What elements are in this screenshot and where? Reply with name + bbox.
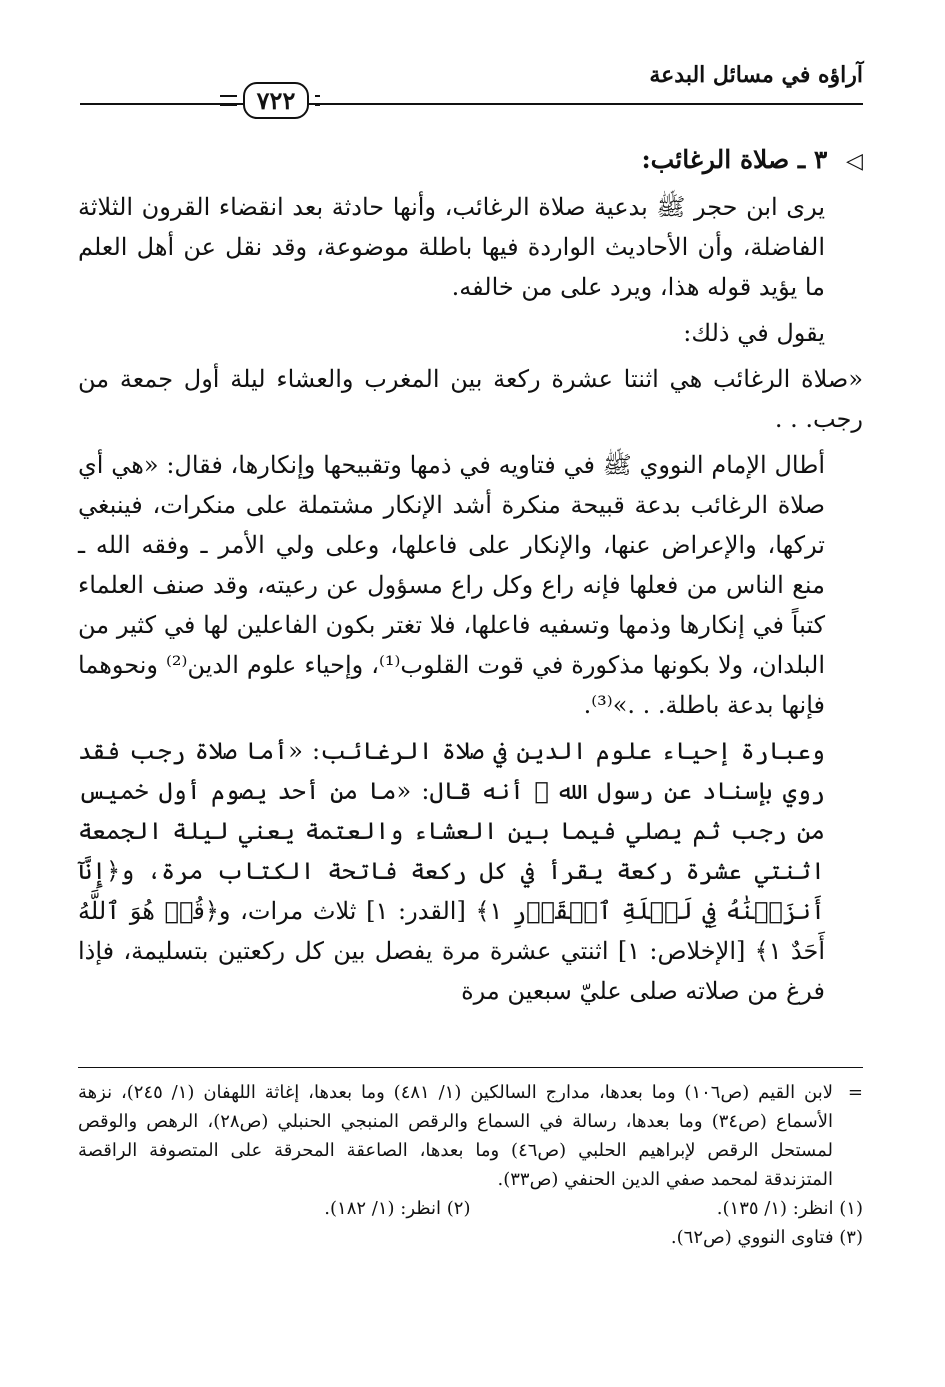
paragraph-4: أطال الإمام النووي ﷺ في فتاويه في ذمها وتقبيحها وإنكارها، فقال: «هي أي صلاة الرغائب بدعة قبيحة منكرة أشد الإنكار مشتملة على منكرات، فينبغي تركها، والإعراض عنها، والإنكار على فاعلها، وعلى ولي الأمر ـ وفقه الله ـ منع الناس من فعلها فإنه راع وكل راع مسؤول عن رعيته، وقد صنف العلماء كتباً في إنكارها وذمها وتسفيه فاعلها، فلا تغتر بكون الفاعلين لها في كثير من البلدان، ولا بكونها مذكورة في قوت القلوب⁽¹⁾، وإحياء علوم الدين⁽²⁾ ونحوهما فإنها بدعة باطلة. . .»⁽³⁾. <box>78 451 826 719</box>
main-text <box>78 140 863 1017</box>
footnote-continuation <box>78 1078 863 1194</box>
page-number-ornament <box>0 80 320 120</box>
paragraph-1: يرى ابن حجر ﷺ بدعية صلاة الرغائب، وأنها حادثة بعد انقضاء القرون الثلاثة الفاضلة، وأن الأحاديث الواردة فيها باطلة موضوعة، وقد نقل عن أهل العلم ما يؤيد قوله هذا، ويرد على من خالفه. <box>78 193 825 301</box>
footnote-separator <box>78 1067 863 1068</box>
footnotes <box>78 1078 863 1252</box>
footnote-continuation-text: لابن القيم (ص١٠٦) وما بعدها، مدارج السالكين (١/ ٤٨١) وما بعدها، إغاثة اللهفان (١/ ٢٤٥)، نزهة الأسماع (ص٣٤) وما بعدها، رسالة في السماع والرقص المنبجي الحنبلي (ص٢٨)، الرهص والوقص لمستحل الرقص لإبراهيم الحلبي (ص٤٦) وما بعدها، الصاعقة المحرقة على المتصوفة الراقصة المتزندقة لمحمد صفي الدين الحنفي (ص٣٣). <box>78 1082 833 1190</box>
ornament-line-right <box>315 95 320 106</box>
paragraph-5: وعبارة إحياء علوم الدين في صلاة الرغائب: «أما صلاة رجب فقد روي بإسناد عن رسول الله ﷺ أنه قال: «ما من أحد يصوم أول خميس من رجب ثم يصلي فيما بين العشاء والعتمة يعني ليلة الجمعة اثنتي عشرة ركعة يقرأ في كل ركعة فاتحة الكتاب مرة، و﴿إِنَّآ أَنزَلۡنَٰهُ فِي لَيۡلَةِ ٱلۡقَدۡرِ ١﴾ [القدر: ١] ثلاث مرات، و﴿قُلۡ هُوَ ٱللَّهُ أَحَدٌ ١﴾ [الإخلاص: ١] اثنتي عشرة مرة يفصل بين كل ركعتين بتسليمة، فإذا فرغ من صلاته صلى عليّ سبعين مرة <box>78 737 826 1005</box>
footnote-1: (١) انظر: (١/ ١٣٥). <box>716 1198 863 1219</box>
ornament-line-left <box>220 95 237 106</box>
footnote-2: (٢) انظر: (١/ ١٨٢). <box>324 1198 471 1219</box>
page-number: ٧٢٢ <box>243 82 310 119</box>
section-heading <box>78 140 863 181</box>
footnote-3: (٣) فتاوى النووي (ص٦٢). <box>670 1227 863 1248</box>
triangle-marker-icon: ◁ <box>846 148 863 174</box>
running-title: آراؤه في مسائل البدعة <box>649 62 863 88</box>
paragraph-3: «صلاة الرغائب هي اثنتا عشرة ركعة بين المغرب والعشاء ليلة أول جمعة من رجب. . . <box>78 365 863 433</box>
section-heading-text: ٣ ـ صلاة الرغائب: <box>641 145 828 174</box>
page-header <box>0 0 945 120</box>
footnote-row <box>78 1194 863 1223</box>
continuation-marker: = <box>847 1082 863 1103</box>
paragraph-2: يقول في ذلك: <box>683 319 825 347</box>
